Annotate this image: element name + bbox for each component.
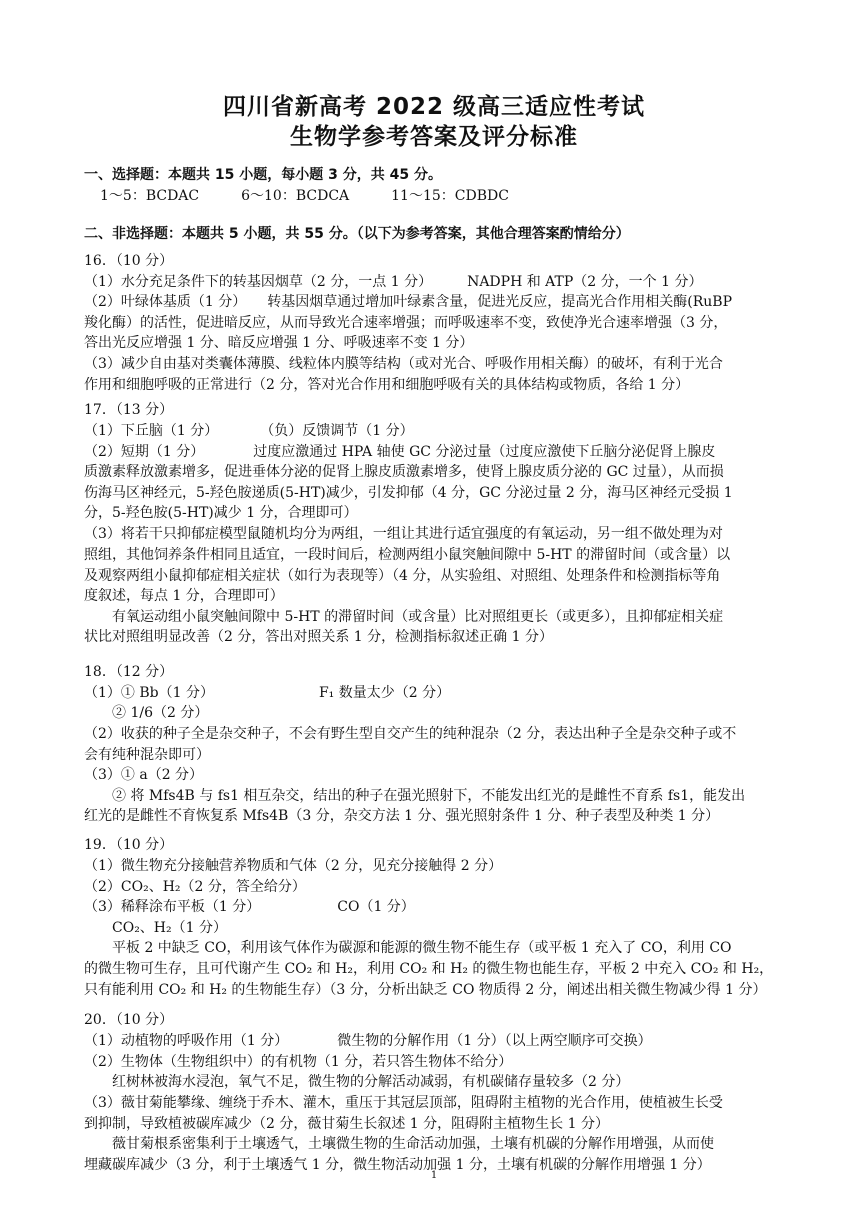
text-line: 红光的是雌性不育恢复系 Mfs4B（3 分，杂交方法 1 分、强光照射条件 1 分、种子表型及种类 1 分） — [84, 808, 720, 824]
text-line: 会有纯种混杂即可） — [84, 747, 210, 763]
text-line: （2）生物体（生物组织中）的有机物（1 分，若只答生物体不给分） — [84, 1054, 513, 1070]
text-line: 二、非选择题：本题共 5 小题，共 55 分。（以下为参考答案，其他合理答案酌情给分） — [84, 226, 630, 242]
text-line: 20．（10 分） — [84, 1012, 174, 1028]
text-line: （1）水分充足条件下的转基因烟草（2 分，一点 1 分） NADPH 和 ATP（2 分，一个 1 分） — [84, 274, 703, 290]
text-line: 度叙述，每点 1 分，合理即可） — [84, 588, 284, 604]
text-line: 16．（10 分） — [84, 253, 174, 269]
text-line: 一、选择题：本题共 15 小题，每小题 3 分，共 45 分。 — [84, 167, 442, 183]
text-line: 有氧运动组小鼠突触间隙中 5-HT 的滞留时间（或含量）比对照组更长（或更多），且抑郁症相关症 — [84, 609, 724, 625]
text-line: 1～5：BCDAC 6～10：BCDCA 11～15：CDBDC — [100, 188, 509, 204]
text-line: 只有能利用 CO₂ 和 H₂ 的生物能生存）（3 分，分析出缺乏 CO 物质得 2 分，阐述出相关微生物减少得 1 分） — [84, 982, 767, 998]
text-line: 答出光反应增强 1 分、暗反应增强 1 分、呼吸速率不变 1 分） — [84, 335, 474, 351]
text-line: （1）下丘脑（1 分） （负）反馈调节（1 分） — [84, 423, 414, 439]
text-line: 埋藏碳库减少（3 分，利于土壤透气 1 分，微生物活动加强 1 分，土壤有机碳的分解作用增强 1 分） — [84, 1157, 711, 1173]
text-line: 质激素释放激素增多，促进垂体分泌的促肾上腺皮质激素增多，使肾上腺皮质分泌的 GC 过量），从而损 — [84, 464, 724, 480]
text-line: （2）CO₂、H₂（2 分，答全给分） — [84, 879, 306, 895]
text-line: 分，5-羟色胺(5-HT)减少 1 分，合理即可） — [84, 505, 358, 521]
text-line: （1）微生物充分接触营养物质和气体（2 分，见充分接触得 2 分） — [84, 858, 503, 874]
text-line: 及观察两组小鼠抑郁症相关症状（如行为表现等）（4 分，从实验组、对照组、处理条件和检测指标等角 — [84, 568, 721, 584]
page-number: 1 — [430, 1170, 438, 1181]
text-line: 平板 2 中缺乏 CO，利用该气体作为碳源和能源的微生物不能生存（或平板 1 充入了 CO，利用 CO — [84, 940, 732, 956]
text-line: （2）短期（1 分） 过度应激通过 HPA 轴使 GC 分泌过量（过度应激使下丘脑分泌促肾上腺皮 — [84, 444, 716, 460]
text-line: （1）① Bb（1 分） F₁ 数量太少（2 分） — [84, 685, 451, 701]
text-line: （3）将若干只抑郁症模型鼠随机均分为两组，一组让其进行适宜强度的有氧运动，另一组不做处理为对 — [84, 526, 723, 542]
text-line: 伤海马区神经元，5-羟色胺递质(5-HT)减少，引发抑郁（4 分，GC 分泌过量 2 分，海马区神经元受损 1 — [84, 485, 733, 501]
text-line: 作用和细胞呼吸的正常进行（2 分，答对光合作用和细胞呼吸有关的具体结构或物质，各给 1 分） — [84, 377, 690, 393]
text-line: （3）薇甘菊能攀缘、缠绕于乔木、灌木，重压于其冠层顶部，阻碍附主植物的光合作用，使植被生长受 — [84, 1095, 723, 1111]
text-line: 到抑制，导致植被碳库减少（2 分，薇甘菊生长叙述 1 分，阻碍附主植物生长 1 分） — [84, 1116, 609, 1132]
text-line: 的微生物可生存，且可代谢产生 CO₂ 和 H₂，利用 CO₂ 和 H₂ 的微生物也能生存，平板 2 中充入 CO₂ 和 H₂， — [84, 961, 774, 977]
text-line: 照组，其他饲养条件相同且适宜，一段时间后，检测两组小鼠突触间隙中 5-HT 的滞留时间（或含量）以 — [84, 547, 731, 563]
text-line: ② 1/6（2 分） — [84, 705, 209, 721]
text-line: CO₂、H₂（1 分） — [84, 920, 227, 936]
text-line: 羧化酶）的活性，促进暗反应，从而导致光合速率增强；而呼吸速率不变，致使净光合速率增强（3 分， — [84, 315, 728, 331]
text-line: 红树林被海水浸泡，氧气不足，微生物的分解活动减弱，有机碳储存量较多（2 分） — [84, 1074, 630, 1090]
text-line: 17．（13 分） — [84, 402, 174, 418]
text-line: （2）叶绿体基质（1 分） 转基因烟草通过增加叶绿素含量，促进光反应，提高光合作用相关酶(RuBP — [84, 294, 732, 310]
page-title: 四川省新高考 2022 级高三适应性考试 — [222, 94, 646, 120]
page-subtitle: 生物学参考答案及评分标准 — [290, 124, 578, 150]
text-line: （2）收获的种子全是杂交种子，不会有野生型自交产生的纯种混杂（2 分，表达出种子全是杂交种子或不 — [84, 726, 737, 742]
text-line: ② 将 Mfs4B 与 fs1 相互杂交，结出的种子在强光照射下，不能发出红光的是雌性不育系 fs1，能发出 — [84, 788, 746, 804]
text-line: （3）稀释涂布平板（1 分） CO（1 分） — [84, 899, 415, 915]
text-line: 19．（10 分） — [84, 837, 174, 853]
text-line: 18．（12 分） — [84, 664, 174, 680]
text-line: （1）动植物的呼吸作用（1 分） 微生物的分解作用（1 分）（以上两空顺序可交换） — [84, 1033, 652, 1049]
text-line: （3）① a（2 分） — [84, 767, 204, 783]
text-line: 薇甘菊根系密集利于土壤透气，土壤微生物的生命活动加强，土壤有机碳的分解作用增强，从而使 — [84, 1136, 714, 1152]
text-line: （3）减少自由基对类囊体薄膜、线粒体内膜等结构（或对光合、呼吸作用相关酶）的破坏，有利于光合 — [84, 356, 723, 372]
text-line: 状比对照组明显改善（2 分，答出对照关系 1 分，检测指标叙述正确 1 分） — [84, 629, 553, 645]
